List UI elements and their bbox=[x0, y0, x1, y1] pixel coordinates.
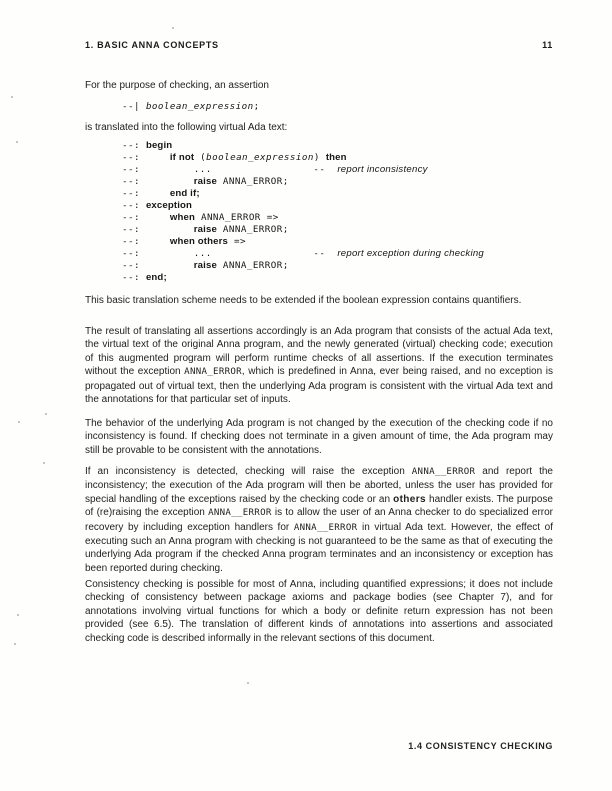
paragraph-translation-result: The result of translating all assertions accordingly is an Ada program that consists of the actual Ada text, the virtual text of the original Anna program, and the newly generated (virtual) checking code; execution of this augmented program will perform runtime checks of all assertions. If the execution terminates without the exception ANNA_ERROR, which is predefined in Anna, ever being raised, and no exception is propagated out of virtual text, then the underlying Ada program is consistent with the virtual Ada text and the annotations for that particular set of inputs. bbox=[85, 326, 553, 406]
page-number: 11 bbox=[542, 40, 553, 50]
scan-speck bbox=[172, 27, 174, 29]
paragraph-quantifiers-note: This basic translation scheme needs to be extended if the boolean expression contains quantifiers. bbox=[85, 295, 522, 306]
paragraph-behavior-unchanged: The behavior of the underlying Ada program is not changed by the execution of the checking code if no inconsistency is found. If checking does not terminate in a given amount of time, the Ada program may still be provable to be consistent with the annotations. bbox=[85, 418, 553, 456]
code-line: --: raise ANNA_ERROR; bbox=[122, 260, 289, 271]
scan-speck bbox=[14, 643, 16, 645]
code-line: --: when ANNA_ERROR => bbox=[122, 212, 279, 223]
footer-section-label: 1.4 CONSISTENCY CHECKING bbox=[408, 741, 553, 751]
paragraph-inconsistency-detected: If an inconsistency is detected, checking will raise the exception ANNA__ERROR and report the inconsistency; the execution of the Ada program will then be aborted, unless the user has provided for special handling of the exceptions raised by the checking code or an others handler exists. The purpose of (re)raising the exception ANNA__ERROR is to allow the user of an Anna checker to do specialized error recovery by including exception handlers for ANNA__ERROR in virtual Ada text. However, the effect of executing such an Anna program with checking is not guaranteed to be the same as that of executing the underlying Ada program if the checked Anna program terminates and an inconsistency or exception has been reported during checking. bbox=[85, 466, 554, 574]
code-line: --: if not (boolean_expression) then bbox=[122, 152, 347, 163]
code-line: --: end if; bbox=[122, 188, 200, 199]
code-line: --: exception bbox=[122, 200, 193, 211]
scan-speck bbox=[17, 614, 19, 616]
code-line: --: raise ANNA_ERROR; bbox=[122, 176, 289, 187]
section-title: 1. BASIC ANNA CONCEPTS bbox=[85, 40, 219, 50]
scan-speck bbox=[45, 413, 47, 415]
code-line: --: begin bbox=[122, 140, 173, 151]
code-line: --: raise ANNA_ERROR; bbox=[122, 224, 289, 235]
code-line: --: ... -- report exception during checking bbox=[122, 248, 485, 259]
code-line: --: end; bbox=[122, 272, 167, 283]
scan-speck bbox=[43, 462, 45, 464]
assertion-line: --| boolean_expression; bbox=[122, 101, 260, 112]
scan-speck bbox=[11, 96, 13, 98]
code-line: --: ... -- report inconsistency bbox=[122, 164, 428, 175]
scan-speck bbox=[16, 141, 18, 143]
scan-speck bbox=[18, 421, 20, 423]
intro-line-after-assertion: is translated into the following virtual Ada text: bbox=[85, 122, 288, 133]
scan-speck bbox=[247, 682, 249, 684]
code-line: --: when others => bbox=[122, 236, 246, 247]
page-header bbox=[85, 40, 553, 50]
paragraph-consistency-scope: Consistency checking is possible for most of Anna, including quantified expressions; it does not include checking of consistency between package axioms and package bodies (see Chapter 7), and for annotations involving virtual functions for which a body or definite return expression has not been provided (see 6.5). The translation of different kinds of annotations into assertions and associated checking code is described informally in the relevant sections of this document. bbox=[85, 579, 553, 644]
intro-line-before-assertion: For the purpose of checking, an assertion bbox=[85, 80, 269, 91]
code-block bbox=[122, 140, 484, 284]
